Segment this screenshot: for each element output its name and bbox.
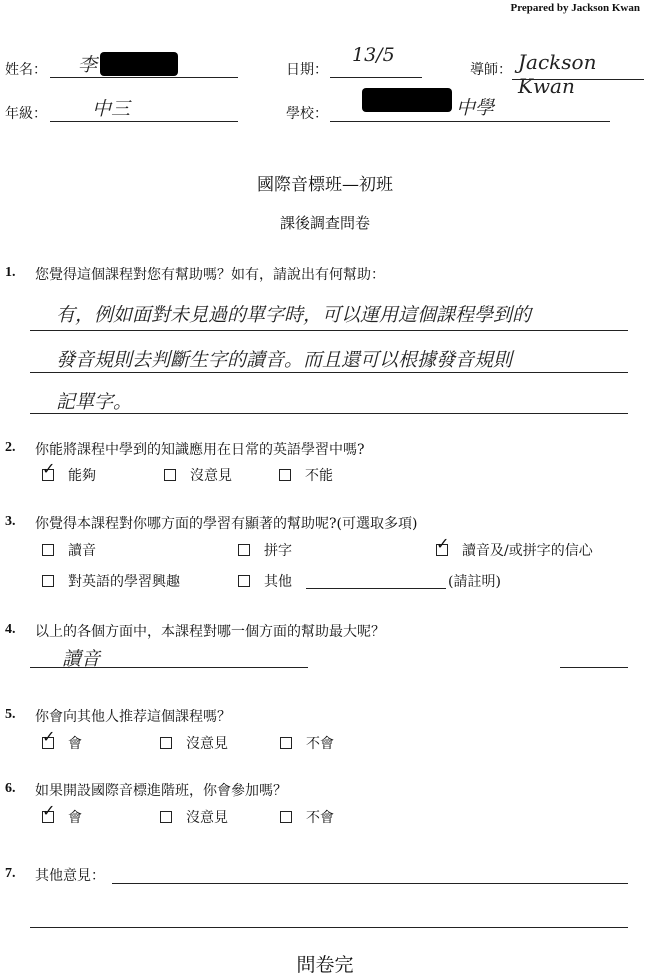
checkbox[interactable] xyxy=(280,811,292,823)
grade-underline xyxy=(50,120,238,122)
grade-label: 年級： xyxy=(5,106,47,122)
q5-option-no[interactable] xyxy=(280,733,334,753)
checkbox[interactable] xyxy=(280,737,292,749)
school-redaction xyxy=(362,88,452,112)
q4-answer: 讀音 xyxy=(62,648,101,670)
q1-number: 1. xyxy=(5,265,16,280)
option-label: 沒意見 xyxy=(186,736,228,752)
date-underline xyxy=(330,76,422,78)
check-icon: ✓ xyxy=(42,727,56,746)
checkbox[interactable] xyxy=(42,801,56,823)
checkbox[interactable] xyxy=(42,544,54,556)
q3-other-field[interactable] xyxy=(306,587,446,589)
q4-text: 以上的各個方面中，本課程對哪一個方面的幫助最大呢？ xyxy=(35,624,385,640)
q1-answer-line-3: 記單字。 xyxy=(56,391,133,413)
q6-number: 6. xyxy=(5,781,16,796)
prepared-by: Prepared by Jackson Kwan xyxy=(510,2,640,14)
q1-answer-rule-3 xyxy=(30,413,628,414)
date-value: 13/5 xyxy=(352,44,395,66)
page-title: 國際音標班—初班 xyxy=(257,175,393,195)
q3-note: (請註明) xyxy=(448,574,501,590)
q3-option-other[interactable] xyxy=(238,571,292,591)
q3-number: 3. xyxy=(5,514,16,529)
q3-option-spelling[interactable] xyxy=(238,540,292,560)
option-label: 不會 xyxy=(306,736,334,752)
q3-text: 你覺得本課程對你哪方面的學習有顯著的幫助呢?(可選取多項) xyxy=(35,516,418,532)
q7-text: 其他意見： xyxy=(35,868,105,884)
option-label: 會 xyxy=(68,736,82,752)
option-label: 不能 xyxy=(305,468,333,484)
checkbox[interactable] xyxy=(42,727,56,749)
q5-option-no-opinion[interactable] xyxy=(160,733,228,753)
option-label: 沒意見 xyxy=(190,468,232,484)
q6-option-no[interactable] xyxy=(280,807,334,827)
option-label: 讀音 xyxy=(68,543,96,559)
q1-answer-line-2: 發音規則去判斷生字的讀音。而且還可以根據發音規則 xyxy=(56,349,513,371)
tutor-value: Jackson Kwan xyxy=(518,50,597,98)
checkbox[interactable] xyxy=(42,459,56,481)
q1-text: 您覺得這個課程對您有幫助嗎？如有，請說出有何幫助： xyxy=(35,267,385,283)
tutor-label: 導師： xyxy=(470,62,512,78)
q1-answer-rule-2 xyxy=(30,372,628,373)
page-subtitle: 課後調查問卷 xyxy=(279,214,370,232)
q2-option-unable[interactable] xyxy=(279,465,333,485)
q4-answer-rule-right xyxy=(560,666,628,668)
check-icon: ✓ xyxy=(42,801,56,820)
q6-text: 如果開設國際音標進階班，你會參加嗎？ xyxy=(35,783,287,799)
q3-option-confidence[interactable] xyxy=(436,534,593,560)
checkbox[interactable] xyxy=(42,575,54,587)
q5-text: 你會向其他人推荐這個課程嗎？ xyxy=(35,709,231,725)
option-label: 沒意見 xyxy=(186,810,228,826)
q6-option-yes[interactable] xyxy=(42,801,82,827)
check-icon: ✓ xyxy=(436,534,450,553)
date-label: 日期： xyxy=(286,62,328,78)
checkbox[interactable] xyxy=(436,534,450,556)
checkbox[interactable] xyxy=(164,469,176,481)
q7-answer-field-2[interactable] xyxy=(30,926,628,928)
option-label: 其他 xyxy=(264,574,292,590)
school-label: 學校： xyxy=(286,106,328,122)
q2-number: 2. xyxy=(5,440,16,455)
checkbox[interactable] xyxy=(160,737,172,749)
check-icon: ✓ xyxy=(42,459,56,478)
checkbox[interactable] xyxy=(279,469,291,481)
q2-option-able[interactable] xyxy=(42,459,96,485)
q2-text: 你能將課程中學到的知識應用在日常的英語學習中嗎? xyxy=(35,442,365,458)
q3-option-pronunciation[interactable] xyxy=(42,540,96,560)
school-value: 中學 xyxy=(456,97,495,119)
q7-number: 7. xyxy=(5,866,16,881)
q1-answer-rule-1 xyxy=(30,330,628,331)
checkbox[interactable] xyxy=(160,811,172,823)
q5-number: 5. xyxy=(5,707,16,722)
checkbox[interactable] xyxy=(238,544,250,556)
checkbox[interactable] xyxy=(238,575,250,587)
q4-answer-rule xyxy=(30,666,308,668)
option-label: 拼字 xyxy=(264,543,292,559)
grade-value: 中三 xyxy=(92,98,131,120)
q3-option-interest[interactable] xyxy=(42,571,180,591)
end-text: 問卷完 xyxy=(296,954,354,976)
option-label: 能夠 xyxy=(68,468,96,484)
school-underline xyxy=(330,120,610,122)
q6-option-no-opinion[interactable] xyxy=(160,807,228,827)
option-label: 會 xyxy=(68,810,82,826)
q5-option-yes[interactable] xyxy=(42,727,82,753)
option-label: 讀音及/或拼字的信心 xyxy=(462,543,593,559)
q7-answer-field[interactable] xyxy=(112,882,628,884)
name-label: 姓名： xyxy=(5,62,47,78)
q2-option-no-opinion[interactable] xyxy=(164,465,232,485)
option-label: 不會 xyxy=(306,810,334,826)
q1-answer-line-1: 有，例如面對未見過的單字時，可以運用這個課程學到的 xyxy=(56,304,532,326)
option-label: 對英語的學習興趣 xyxy=(68,574,180,590)
name-redaction xyxy=(100,52,178,76)
q4-number: 4. xyxy=(5,622,16,637)
name-value: 李 xyxy=(78,54,98,76)
